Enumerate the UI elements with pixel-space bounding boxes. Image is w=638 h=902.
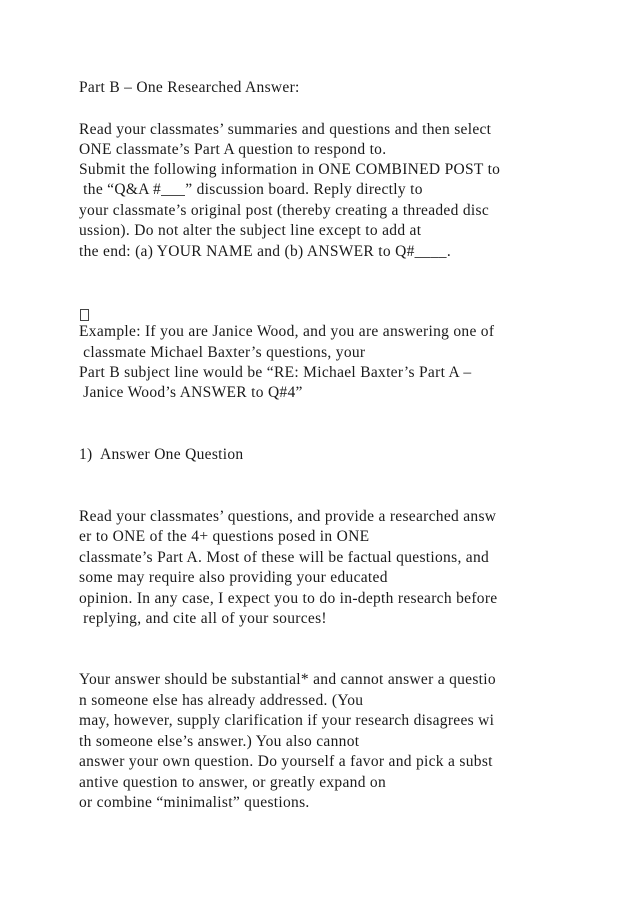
text-line: the end: (a) YOUR NAME and (b) ANSWER to Q#____. bbox=[79, 243, 451, 260]
missing-glyph-icon bbox=[80, 309, 89, 321]
section-heading: Part B – One Researched Answer: bbox=[79, 79, 300, 96]
text-line: opinion. In any case, I expect you to do in-depth research before bbox=[79, 590, 498, 607]
text-line: Part B subject line would be “RE: Michael Baxter’s Part A – bbox=[79, 364, 472, 381]
text-line: Example: If you are Janice Wood, and you are answering one of bbox=[79, 323, 495, 340]
text-line: replying, and cite all of your sources! bbox=[79, 610, 327, 627]
text-line: or combine “minimalist” questions. bbox=[79, 794, 310, 811]
text-line: Janice Wood’s ANSWER to Q#4” bbox=[79, 384, 303, 401]
text-line: ONE classmate’s Part A question to respond to. bbox=[79, 141, 387, 158]
text-line: Submit the following information in ONE COMBINED POST to bbox=[79, 161, 501, 178]
text-line: ussion). Do not alter the subject line except to add at bbox=[79, 222, 422, 239]
text-line: n someone else has already addressed. (You bbox=[79, 692, 364, 709]
text-line: answer your own question. Do yourself a favor and pick a subst bbox=[79, 753, 493, 770]
text-line: some may require also providing your educated bbox=[79, 569, 388, 586]
text-line: Your answer should be substantial* and cannot answer a questio bbox=[79, 671, 496, 688]
text-line: Read your classmates’ summaries and questions and then select bbox=[79, 121, 492, 138]
list-item-heading: 1) Answer One Question bbox=[79, 446, 244, 463]
text-line: your classmate’s original post (thereby creating a threaded disc bbox=[79, 202, 490, 219]
text-line: classmate Michael Baxter’s questions, your bbox=[79, 344, 366, 361]
text-line: may, however, supply clarification if your research disagrees wi bbox=[79, 712, 495, 729]
text-line: er to ONE of the 4+ questions posed in ONE bbox=[79, 528, 370, 545]
text-line: classmate’s Part A. Most of these will be factual questions, and bbox=[79, 549, 490, 566]
text-line: antive question to answer, or greatly expand on bbox=[79, 774, 387, 791]
text-line: th someone else’s answer.) You also cannot bbox=[79, 733, 360, 750]
text-line: the “Q&A #___” discussion board. Reply directly to bbox=[79, 181, 423, 198]
text-line: Read your classmates’ questions, and provide a researched answ bbox=[79, 508, 497, 525]
